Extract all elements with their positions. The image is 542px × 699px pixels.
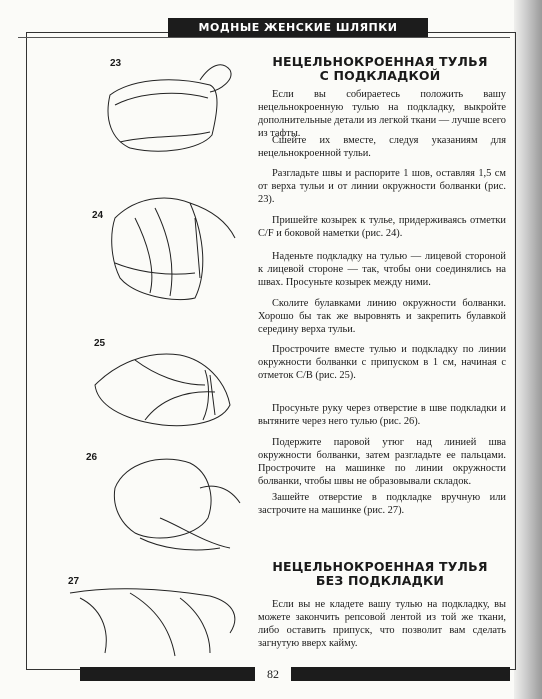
paragraph-3: Разгладьте швы и распорите 1 шов, оставляя 1,5 см от верха тульи и от линии окружности болванки (рис. 23). <box>258 168 506 205</box>
page-edge-shadow <box>514 0 542 699</box>
paragraph-7: Прострочите вместе тулью и подкладку по линии окружности болванки с припуском в 1 см, начиная с отметок С/В (рис. 25). <box>258 344 506 381</box>
figure-24-illustration <box>95 178 255 308</box>
page-number: 82 <box>255 665 291 683</box>
paragraph-4: Пришейте козырек к тулье, придерживаясь отметки С/F и боковой наметки (рис. 24). <box>258 215 506 239</box>
figure-25-illustration <box>85 330 250 435</box>
figure-27-number: 27 <box>68 576 80 587</box>
section-title-with-lining: НЕЦЕЛЬНОКРОЕННАЯ ТУЛЬЯ С ПОДКЛАДКОЙ <box>272 54 488 83</box>
section-title-without-lining: НЕЦЕЛЬНОКРОЕННАЯ ТУЛЬЯ БЕЗ ПОДКЛАДКИ <box>272 559 488 588</box>
paragraph-6: Сколите булавками линию окружности болванки. Хорошо бы так же выровнять и закрепить булавкой середину верха тульи. <box>258 298 506 335</box>
footer-bar <box>80 667 510 681</box>
paragraph-5: Наденьте подкладку на тулью — лицевой стороной к лицевой стороне — так, чтобы они соединялись на швах. Просуньте козырек между ними. <box>258 251 506 288</box>
figure-25-number: 25 <box>94 338 106 349</box>
paragraph-11: Если вы не кладете вашу тулью на подкладку, вы можете закончить репсовой лентой из той же ткани, либо оставить припуск, что позволит вам сделать загнутую вверх кайму. <box>258 599 506 649</box>
figure-23-illustration <box>90 50 240 165</box>
figure-24-number: 24 <box>92 210 104 221</box>
figure-26-illustration <box>100 448 250 558</box>
paragraph-1: Если вы собираетесь положить вашу нецельнокроенную тулью на подкладку, выкройте дополнительные детали из легкой ткани — лучше всего из тафты. <box>258 89 507 139</box>
header-rule <box>18 37 510 38</box>
figure-27-illustration <box>60 578 250 660</box>
paragraph-2: Сшейте их вместе, следуя указаниям для нецельнокроенной тульи. <box>258 135 506 159</box>
paragraph-8: Просуньте руку через отверстие в шве подкладки и вытяните через него тулью (рис. 26). <box>258 403 506 427</box>
figure-23-number: 23 <box>110 58 122 69</box>
figure-26-number: 26 <box>86 452 98 463</box>
paragraph-9: Подержите паровой утюг над линией шва окружности болванки, затем разгладьте ее пальцами. Прострочите на машинке по линии окружности болванки, чтобы швы не образовывали складок. <box>258 437 506 487</box>
paragraph-10: Зашейте отверстие в подкладке вручную или застрочите на машинке (рис. 27). <box>258 492 506 516</box>
running-header: МОДНЫЕ ЖЕНСКИЕ ШЛЯПКИ <box>168 18 428 37</box>
